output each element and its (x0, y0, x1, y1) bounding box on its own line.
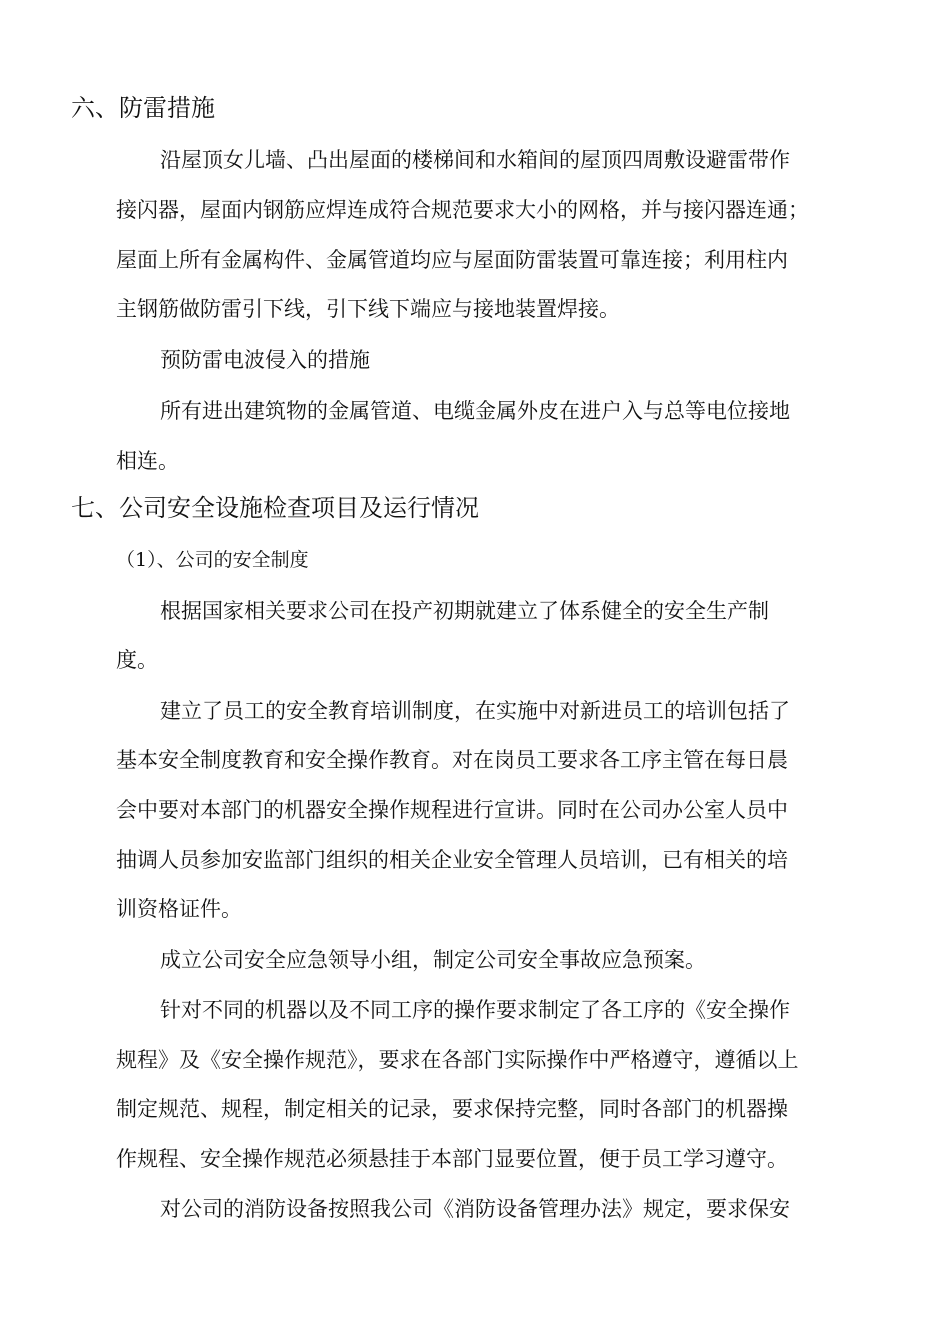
paragraph-line: 相连。 (116, 449, 179, 473)
subsection-heading-safety-system: （1）、公司的安全制度 (116, 549, 309, 571)
paragraph-line: 建立了员工的安全教育培训制度，在实施中对新进员工的培训包括了 (160, 699, 790, 723)
paragraph-line: 沿屋顶女儿墙、凸出屋面的楼梯间和水箱间的屋顶四周敷设避雷带作 (160, 148, 790, 172)
paragraph-line: 规程》及《安全操作规范》，要求在各部门实际操作中严格遵守，遵循以上 (116, 1048, 799, 1072)
paragraph-line: 针对不同的机器以及不同工序的操作要求制定了各工序的《安全操作 (160, 998, 790, 1022)
section-heading-safety-facilities: 七、公司安全设施检查项目及运行情况 (71, 494, 479, 522)
paragraph-line: 根据国家相关要求公司在投产初期就建立了体系健全的安全生产制 (160, 599, 769, 623)
paragraph-line: 抽调人员参加安监部门组织的相关企业安全管理人员培训，已有相关的培 (116, 848, 788, 872)
section-heading-lightning-protection: 六、防雷措施 (71, 94, 215, 122)
paragraph-line: 接闪器，屋面内钢筋应焊连成符合规范要求大小的网格，并与接闪器连通； (116, 198, 809, 222)
paragraph-line: 基本安全制度教育和安全操作教育。对在岗员工要求各工序主管在每日晨 (116, 748, 788, 772)
paragraph-line: 所有进出建筑物的金属管道、电缆金属外皮在进户入与总等电位接地 (160, 399, 790, 423)
paragraph-line: 成立公司安全应急领导小组，制定公司安全事故应急预案。 (160, 948, 706, 972)
paragraph-line: 预防雷电波侵入的措施 (160, 348, 370, 372)
paragraph-line: 度。 (116, 648, 158, 672)
paragraph-line: 制定规范、规程，制定相关的记录，要求保持完整，同时各部门的机器操 (116, 1097, 788, 1121)
paragraph-line: 屋面上所有金属构件、金属管道均应与屋面防雷装置可靠连接；利用柱内 (116, 248, 788, 272)
paragraph-line: 作规程、安全操作规范必须悬挂于本部门显要位置，便于员工学习遵守。 (116, 1147, 788, 1171)
paragraph-line: 主钢筋做防雷引下线，引下线下端应与接地装置焊接。 (116, 297, 620, 321)
paragraph-line: 对公司的消防设备按照我公司《消防设备管理办法》规定，要求保安 (160, 1197, 790, 1221)
paragraph-line: 会中要对本部门的机器安全操作规程进行宣讲。同时在公司办公室人员中 (116, 798, 788, 822)
paragraph-line: 训资格证件。 (116, 897, 242, 921)
